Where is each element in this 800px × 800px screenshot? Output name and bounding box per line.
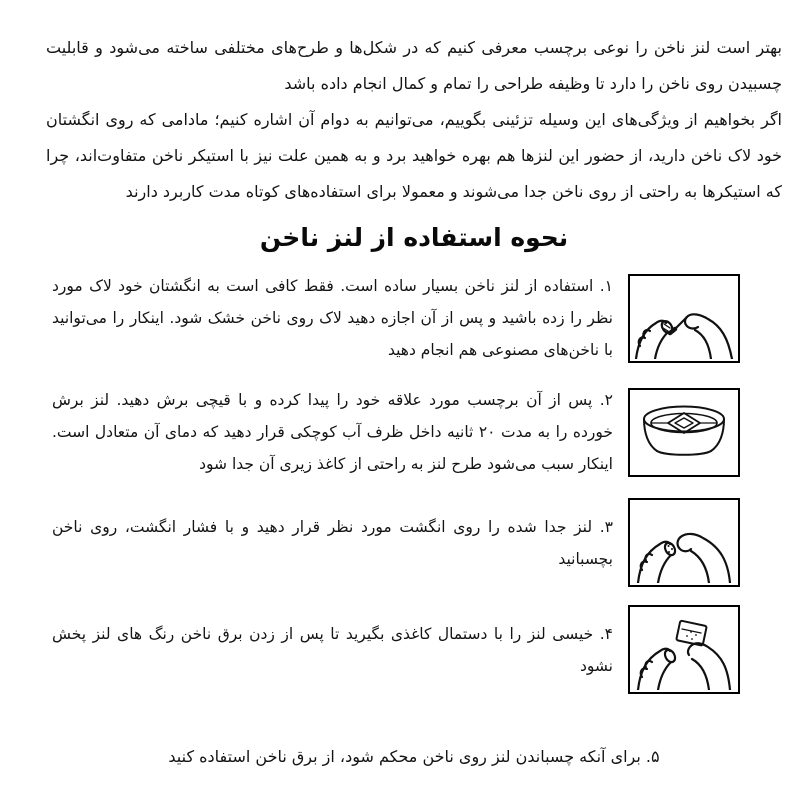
hands-pressing-lens-icon — [632, 502, 736, 583]
page-title: نحوه استفاده از لنز ناخن — [259, 223, 569, 252]
step-2-text: ۲. پس از آن برچسب مورد علاقه خود را پیدا کرده و با قیچی برش دهید. لنز برش خورده را به مدت ۲۰ ثانیه داخل ظرف آب کوچکی قرار دهید که دمای آن متعادل است. اینکار سبب می‌شود طرح لنز به راحتی از کاغذ زیری آن جدا شود — [52, 391, 613, 473]
hands-painting-nail-icon — [632, 278, 736, 359]
step-row-1 — [52, 270, 740, 366]
step-row-4 — [52, 605, 740, 694]
water-bowl-with-lens-icon — [632, 392, 736, 473]
step-4-illustration-frame — [628, 605, 740, 694]
tissue-blotting-nail-icon — [632, 609, 736, 690]
step-3-illustration-frame — [628, 498, 740, 587]
step-2-illustration-frame — [628, 388, 740, 477]
step-5-text: ۵. برای آنکه چسباندن لنز روی ناخن محکم شود، از برق ناخن استفاده کنید — [168, 747, 660, 766]
intro-paragraph-2: اگر بخواهیم از ویژگی‌های این وسیله تزئینی بگوییم، می‌توانیم به دوام آن اشاره کنیم؛ مادامی که روی انگشتان خود لاک ناخن دارید، از حضور این لنزها هم بهره خواهید برد و به همین علت نیز با استیکر ناخن متفاوت‌اند، چرا که استیکرها به راحتی از روی ناخن جدا می‌شوند و معمولا برای استفاده‌های کوتاه مدت کاربرد دارند — [46, 110, 782, 201]
step-row-2 — [52, 384, 740, 480]
intro-section — [46, 30, 782, 210]
step-1-illustration-frame — [628, 274, 740, 363]
step-1-text: ۱. استفاده از لنز ناخن بسیار ساده است. فقط کافی است به انگشتان خود لاک مورد نظر را زده باشید و پس از آن اجازه دهید لاک روی ناخن خشک شود. اینکار را می‌توانید با ناخن‌های مصنوعی هم انجام دهید — [52, 277, 613, 359]
intro-paragraph-1: بهتر است لنز ناخن را نوعی برچسب معرفی کنیم که در شکل‌ها و طرح‌های مختلفی ساخته می‌شود و قابلیت چسبیدن روی ناخن را دارد تا وظیفه طراحی را تمام و کمال انجام داده باشد — [46, 38, 782, 93]
step-row-3 — [52, 498, 740, 587]
step-4-text: ۴. خیسی لنز را با دستمال کاغذی بگیرید تا پس از زدن برق ناخن رنگ های لنز پخش نشود — [52, 624, 613, 675]
steps-section — [52, 270, 740, 694]
step-3-text: ۳. لنز جدا شده را روی انگشت مورد نظر قرار دهید و با فشار انگشت، روی ناخن بچسبانید — [52, 517, 613, 568]
